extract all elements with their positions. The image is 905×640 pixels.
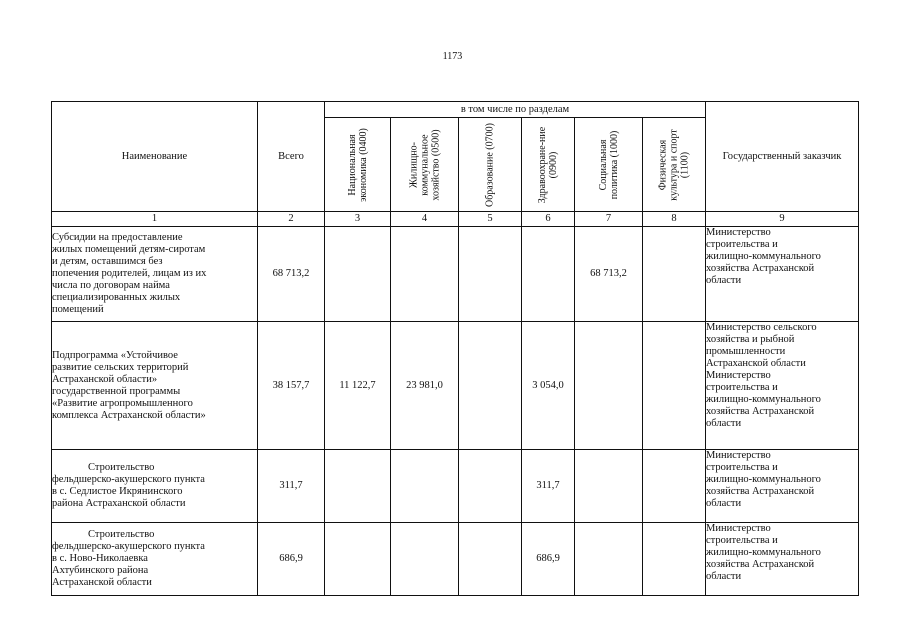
row-value-1100: [643, 322, 706, 450]
header-section-0400-label: Национальная экономика (0400): [346, 127, 369, 202]
row-value-0700: [459, 322, 522, 450]
row-value-1000: 68 713,2: [575, 227, 643, 322]
row-value-0400: [325, 450, 391, 523]
column-number: 2: [258, 212, 325, 227]
column-number: 5: [459, 212, 522, 227]
column-number: 8: [643, 212, 706, 227]
column-number-row: [52, 212, 859, 227]
row-customer: Министерство строительства и жилищно-коммунального хозяйства Астраханской области: [706, 523, 859, 596]
header-section-0400: [325, 118, 391, 212]
header-section-0900-label: Здравоохране-ние (0900): [537, 126, 559, 203]
row-value-1000: [575, 322, 643, 450]
row-name: Строительство фельдшерско-акушерского пункта в с. Ново-Николаевка Ахтубинского района Астраханской области: [52, 523, 258, 596]
row-value-0400: [325, 523, 391, 596]
column-number: 1: [52, 212, 258, 227]
row-customer: Министерство строительства и жилищно-коммунального хозяйства Астраханской области: [706, 450, 859, 523]
column-number: 4: [391, 212, 459, 227]
page-number: 1173: [442, 51, 463, 62]
column-number: 3: [325, 212, 391, 227]
row-value-0500: 23 981,0: [391, 322, 459, 450]
column-number: 7: [575, 212, 643, 227]
header-section-0500: [391, 118, 459, 212]
row-value-0900: 3 054,0: [522, 322, 575, 450]
row-value-1000: [575, 523, 643, 596]
header-name: Наименование: [52, 102, 258, 212]
row-value-0500: [391, 523, 459, 596]
row-value-1000: [575, 450, 643, 523]
header-section-1100: [643, 118, 706, 212]
table-row: [52, 523, 859, 596]
table-row: [52, 322, 859, 450]
header-sections-group: в том числе по разделам: [325, 102, 706, 118]
table-row: [52, 227, 859, 322]
header-section-1000: [575, 118, 643, 212]
row-value-1100: [643, 523, 706, 596]
header-customer: Государственный заказчик: [706, 102, 859, 212]
row-value-0900: 686,9: [522, 523, 575, 596]
row-value-0400: 11 122,7: [325, 322, 391, 450]
column-number: 9: [706, 212, 859, 227]
row-value-1100: [643, 227, 706, 322]
header-row-group: [52, 102, 859, 118]
row-value-0700: [459, 523, 522, 596]
row-value-0500: [391, 450, 459, 523]
row-value-0400: [325, 227, 391, 322]
table-row: [52, 450, 859, 523]
header-section-0500-label: Жилищно-коммунальное хозяйство (0500): [408, 128, 441, 201]
row-value-0700: [459, 450, 522, 523]
header-total: Всего: [258, 102, 325, 212]
column-number: 6: [522, 212, 575, 227]
header-section-1100-label: Физическая культура и спорт (1100): [657, 128, 691, 201]
header-section-0700: [459, 118, 522, 212]
row-total: 311,7: [258, 450, 325, 523]
row-customer: Министерство сельского хозяйства и рыбной промышленности Астраханской области Министерство строительства и жилищно-коммунального хозяйства Астраханской области: [706, 322, 859, 450]
row-total: 686,9: [258, 523, 325, 596]
header-section-0900: [522, 118, 575, 212]
row-customer: Министерство строительства и жилищно-коммунального хозяйства Астраханской области: [706, 227, 859, 322]
row-name: Подпрограмма «Устойчивое развитие сельских территорий Астраханской области» государственной программы «Развитие агропромышленного комплекса Астраханской области»: [52, 322, 258, 450]
row-value-0500: [391, 227, 459, 322]
row-total: 68 713,2: [258, 227, 325, 322]
row-name: Субсидии на предоставление жилых помещений детям-сиротам и детям, оставшимся без попечения родителей, лицам из их числа по договорам найма специализированных жилых помещений: [52, 227, 258, 322]
row-value-0900: 311,7: [522, 450, 575, 523]
budget-table: [51, 101, 859, 596]
header-section-1000-label: Социальная политика (1000): [597, 130, 620, 199]
row-value-1100: [643, 450, 706, 523]
row-total: 38 157,7: [258, 322, 325, 450]
row-name: Строительство фельдшерско-акушерского пункта в с. Седлистое Икрянинского района Астраханской области: [52, 450, 258, 523]
header-section-0700-label: Образование (0700): [484, 122, 496, 207]
row-value-0700: [459, 227, 522, 322]
row-value-0900: [522, 227, 575, 322]
